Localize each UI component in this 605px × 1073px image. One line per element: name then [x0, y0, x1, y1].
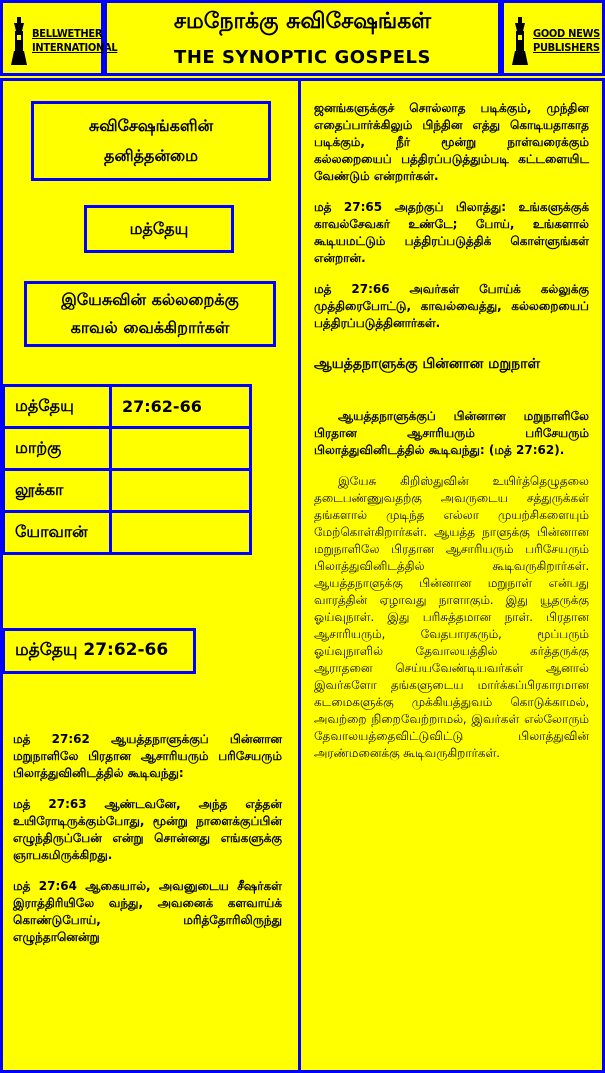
verse-27-65: மத் 27:65 அதற்குப் பிலாத்து: உங்களுக்குக் காவல்சேவகர் உண்டே; போய், உங்களால் கூடியமட்டும் பத்திரப்படுத்திக் கொள்ளுங்கள் என்றான்.: [314, 200, 589, 265]
table-row: [4, 470, 251, 512]
book-cell: மத்தேயு: [4, 386, 111, 428]
verse-27-62: மத் 27:62 ஆயத்தநாளுக்குப் பின்னான மறுநாளிலே பிரதான ஆசாரியரும் பரிசேயரும் பிலாத்துவினிடத்தில் கூடிவந்து:: [13, 732, 282, 780]
column-divider: [298, 78, 301, 1073]
ref-cell: 27:62-66: [111, 386, 251, 428]
logo-line-2: PUBLISHERS: [533, 41, 600, 54]
verse-27-63: மத் 27:63 ஆண்டவனே, அந்த எத்தன் உயிரோடிருக்கும்போது, மூன்று நாளைக்குப்பின் எழுந்திருப்பேன் என்று சொன்னது எங்களுக்கு ஞாபகமிருக்கிறது.: [13, 797, 282, 862]
ref-cell: [111, 470, 251, 512]
verse-27-64: மத் 27:64 ஆகையால், அவனுடைய சீஷர்கள் இராத்திரியிலே வந்து, அவனைக் களவாய்க் கொண்டுபோய், மரித்தோரிலிருந்து எழுந்தானென்று: [13, 879, 282, 944]
logo-line-1: GOOD NEWS: [533, 27, 600, 40]
commentary-paragraph: இயேசு கிறிஸ்துவின் உயிர்த்தெழுதலை தடைபண்ணுவதற்கு அவருடைய சத்துருக்கள் தங்களால் முடிந்த எல்லா முயற்சிகளையும் மேற்கொள்கிறார்கள். ஆயத்த நாளுக்கு பின்னான மறுநாளிலே பிரதான ஆசாரியரும் பரிசேயரும் பிலாத்துவினிடத்தில் கூடிவருகிறார்கள். ஆயத்தநாளுக்கு பின்னான மறுநாள் என்பது வாரத்தின் ஏழாவது நாளாகும். இது யூதருக்கு ஓய்வுநாள். இது பரிசுத்தமான நாள். பிரதான ஆசாரியரும், வேதபாரகரும், மூப்பரும் ஓய்வுநாளில் தேவாலயத்தில் கர்த்தருக்கு ஆராதனை செய்யவேண்டியவர்கள் ஆனால் இவர்களோ தங்களுடைய மார்க்கப்பிரகாரமான கடமைகளுக்கு முக்கியத்துவம் கொடுக்காமல், அவற்றை நிறைவேற்றாமல், இவர்கள் எல்லோரும் தேவாலயத்தைவிட்டுவிட்டு பிலாத்துவின் அரண்மனைக்கு கூடிவருகிறார்கள்.: [314, 474, 589, 760]
book-cell: மாற்கு: [4, 428, 111, 470]
book-cell: யோவான்: [4, 512, 111, 554]
table-row: [4, 386, 251, 428]
event-title-box: [24, 281, 276, 347]
publisher-tower-icon: [510, 17, 530, 65]
page-title-tamil: சமநோக்கு சுவிசேஷங்கள்: [173, 9, 432, 34]
good-news-logo: [510, 17, 600, 65]
event-title-line-2: காவல் வைக்கிறார்கள்: [70, 318, 230, 337]
table-row: [4, 428, 251, 470]
bell-tower-icon: [9, 17, 29, 65]
logo-line-1: BELLWETHER: [32, 27, 103, 40]
verse-27-66: மத் 27:66 அவர்கள் போய்க் கல்லுக்கு முத்திரைபோட்டு, காவல்வைத்து, கல்லறையைப் பத்திரப்படுத்தினார்கள்.: [314, 282, 589, 330]
event-title-line-1: இயேசுவின் கல்லறைக்கு: [61, 290, 239, 309]
table-row: [4, 512, 251, 554]
right-column-text: [314, 100, 589, 776]
bellwether-logo: [9, 17, 117, 65]
uniqueness-heading-box: [31, 101, 271, 181]
verse-27-64-continued: ஜனங்களுக்குச் சொல்லாத படிக்கும், முந்தின எதைப்பார்க்கிலும் பிந்தின எத்து கொடியதாகாத படிக்கும், நீர் மூன்று நாள்வரைக்கும் கல்லறையைப் பத்திரப்படுத்தும்படி கட்டளையிட வேண்டும் என்றார்கள்.: [314, 101, 589, 183]
left-scripture-text: [13, 731, 282, 960]
title-box: [104, 0, 501, 76]
gospel-reference-table: [2, 384, 252, 555]
section-heading: ஆயத்தநாளுக்கு பின்னான மறுநாள்: [314, 356, 541, 372]
good-news-logo-box: [501, 0, 605, 76]
intro-paragraph: ஆயத்தநாளுக்குப் பின்னான மறுநாளிலே பிரதான ஆசாரியரும் பரிசேயரும் பிலாத்துவினிடத்தில் கூடிவந்து: (மத் 27:62).: [314, 409, 589, 457]
book-cell: லூக்கா: [4, 470, 111, 512]
logo-line-2: INTERNATIONAL: [32, 41, 118, 54]
ref-cell: [111, 428, 251, 470]
uniqueness-line-1: சுவிசேஷங்களின்: [88, 116, 214, 135]
uniqueness-line-2: தனித்தன்மை: [104, 146, 198, 165]
passage-reference-box: மத்தேயு 27:62-66: [2, 628, 196, 674]
bellwether-logo-box: [0, 0, 118, 76]
ref-cell: [111, 512, 251, 554]
page-title-english: THE SYNOPTIC GOSPELS: [174, 47, 431, 68]
page-header: [0, 0, 605, 80]
gospel-name-box: மத்தேயு: [84, 205, 234, 253]
